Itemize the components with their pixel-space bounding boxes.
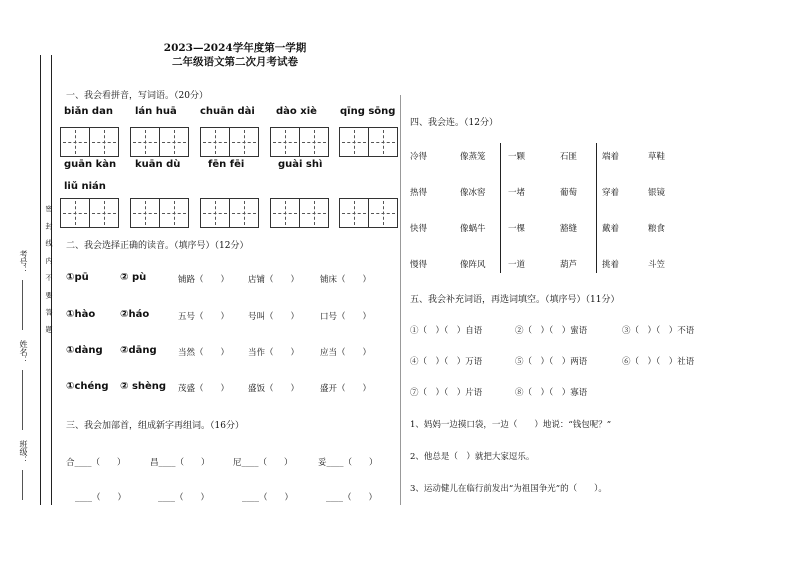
q4-c4-4[interactable]: 葫芦 (560, 260, 578, 270)
q4-c3-2[interactable]: 一堵 (508, 188, 526, 198)
q1-pinyin-1: biǎn dan (64, 106, 113, 117)
q4-c1-2[interactable]: 热得 (410, 188, 428, 198)
q3-r1-item-3[interactable]: 尼____（ ） (233, 458, 293, 468)
q3-r2-item-4[interactable]: ____（ ） (326, 493, 378, 503)
q4-c2-1[interactable]: 像蒸笼 (460, 152, 486, 162)
q5-idiom-3[interactable]: ③（ ）（ ）不语 (622, 326, 695, 336)
q1-pinyin-7: kuān dù (135, 159, 181, 170)
q2-r1-opt-a: ①pū (66, 272, 89, 283)
q5-idiom-5[interactable]: ⑤（ ）（ ）两语 (515, 357, 588, 367)
q3-r2-item-1[interactable]: ____（ ） (75, 493, 127, 503)
q5-sentence-3[interactable]: 3、运动健儿在临行前发出“为祖国争光”的（ ）。 (410, 484, 607, 494)
q4-c1-1[interactable]: 冷得 (410, 152, 428, 162)
q4-c6-1[interactable]: 草鞋 (648, 152, 666, 162)
q2-heading: 二、我会选择正确的读音。（填序号）（12分） (66, 241, 249, 251)
q5-sentence-2[interactable]: 2、他总是（ ）就把大家逗乐。 (410, 452, 535, 462)
banji-label: 班级： (19, 440, 28, 464)
q4-c2-2[interactable]: 像冰窖 (460, 188, 486, 198)
q1-grid-3[interactable] (200, 127, 259, 157)
q4-c4-2[interactable]: 葡萄 (560, 188, 578, 198)
kaohao-label: 考号： (19, 250, 28, 274)
q2-r4-word-3[interactable]: 盛开（ ） (320, 384, 372, 394)
exam-title-line2: 二年级语文第二次月考试卷 (172, 56, 298, 68)
kaohao-blank[interactable] (22, 280, 23, 330)
q3-r2-item-2[interactable]: ____（ ） (158, 493, 210, 503)
q3-r1-item-2[interactable]: 昌____（ ） (150, 458, 210, 468)
q3-heading: 三、我会加部首，组成新字再组词。（16分） (66, 421, 244, 431)
column-divider (400, 95, 401, 505)
q5-idiom-2[interactable]: ②（ ）（ ）蜜语 (515, 326, 588, 336)
q2-r2-word-2[interactable]: 号叫（ ） (248, 312, 300, 322)
q4-c3-4[interactable]: 一道 (508, 260, 526, 270)
q4-c6-4[interactable]: 斗笠 (648, 260, 666, 270)
q2-r4-opt-a: ①chéng (66, 381, 109, 392)
q5-idiom-4[interactable]: ④（ ）（ ）万语 (410, 357, 483, 367)
q5-heading: 五、我会补充词语，再选词填空。（填序号）（11分） (410, 295, 620, 305)
xingming-label: 姓名： (19, 340, 28, 364)
q4-c2-3[interactable]: 像蜗牛 (460, 224, 486, 234)
q2-r3-opt-b: ②dāng (120, 345, 157, 356)
banji-blank[interactable] (22, 470, 23, 500)
q1-grid-1[interactable] (60, 127, 119, 157)
q3-r1-item-1[interactable]: 合____（ ） (66, 458, 126, 468)
q1-pinyin-8: fēn fēi (208, 159, 245, 170)
q3-r1-item-4[interactable]: 妥____（ ） (318, 458, 378, 468)
q2-r1-word-3[interactable]: 铺床（ ） (320, 275, 372, 285)
q2-r2-word-1[interactable]: 五号（ ） (178, 312, 230, 322)
q5-sentence-1[interactable]: 1、妈妈一边摸口袋，一边（ ）地说：“钱包呢？” (410, 420, 612, 430)
q1-pinyin-2: lán huā (135, 106, 177, 117)
q1-pinyin-10: liǔ nián (64, 181, 106, 192)
xingming-blank[interactable] (22, 370, 23, 430)
q5-idiom-1[interactable]: ①（ ）（ ）自语 (410, 326, 483, 336)
binding-line-outer (40, 55, 41, 505)
q1-grid-4[interactable] (270, 127, 329, 157)
q4-c6-3[interactable]: 粮食 (648, 224, 666, 234)
q4-c5-1[interactable]: 端着 (602, 152, 620, 162)
q1-pinyin-3: chuān dài (200, 106, 255, 117)
exam-title-line1: 2023—2024学年度第一学期 (163, 42, 307, 54)
q4-divider-1 (500, 143, 501, 273)
q2-r1-word-2[interactable]: 店铺（ ） (248, 275, 300, 285)
q4-heading: 四、我会连。（12分） (410, 118, 498, 128)
q1-grid-8[interactable] (200, 198, 259, 228)
q1-grid-10[interactable] (339, 198, 398, 228)
q1-grid-7[interactable] (130, 198, 189, 228)
q1-grid-6[interactable] (60, 198, 119, 228)
q5-idiom-8[interactable]: ⑧（ ）（ ）寡语 (515, 388, 588, 398)
q2-r2-opt-a: ①hào (66, 309, 96, 320)
q2-r4-opt-b: ② shèng (120, 381, 167, 392)
q1-pinyin-6: guān kàn (64, 159, 117, 170)
q4-c1-3[interactable]: 快得 (410, 224, 428, 234)
q2-r3-word-3[interactable]: 应当（ ） (320, 348, 372, 358)
q4-c5-2[interactable]: 穿着 (602, 188, 620, 198)
q5-idiom-6[interactable]: ⑥（ ）（ ）社语 (622, 357, 695, 367)
q1-grid-2[interactable] (130, 127, 189, 157)
q4-c3-1[interactable]: 一颗 (508, 152, 526, 162)
q4-c3-3[interactable]: 一棵 (508, 224, 526, 234)
q2-r4-word-2[interactable]: 盛饭（ ） (248, 384, 300, 394)
q1-heading: 一、我会看拼音，写词语。（20分） (66, 91, 208, 101)
q1-pinyin-9: guài shì (278, 159, 323, 170)
q4-c5-3[interactable]: 戴着 (602, 224, 620, 234)
q4-divider-2 (596, 143, 597, 273)
q2-r2-word-3[interactable]: 口号（ ） (320, 312, 372, 322)
q2-r3-word-1[interactable]: 当然（ ） (178, 348, 230, 358)
q5-idiom-7[interactable]: ⑦（ ）（ ）片语 (410, 388, 483, 398)
q1-pinyin-5: qīng sōng (340, 106, 396, 117)
q4-c4-1[interactable]: 石匪 (560, 152, 578, 162)
q2-r3-opt-a: ①dàng (66, 345, 103, 356)
seal-text: 密 封 线 内 不 要 答 题 (45, 205, 53, 337)
q4-c1-4[interactable]: 慢得 (410, 260, 428, 270)
q2-r1-opt-b: ② pù (120, 272, 147, 283)
q3-r2-item-3[interactable]: ____（ ） (242, 493, 294, 503)
q2-r4-word-1[interactable]: 茂盛（ ） (178, 384, 230, 394)
q4-c6-2[interactable]: 银镜 (648, 188, 666, 198)
q2-r2-opt-b: ②háo (120, 309, 150, 320)
q1-pinyin-4: dào xiè (276, 106, 317, 117)
q2-r1-word-1[interactable]: 铺路（ ） (178, 275, 230, 285)
q2-r3-word-2[interactable]: 当作（ ） (248, 348, 300, 358)
q4-c5-4[interactable]: 挑着 (602, 260, 620, 270)
q1-grid-9[interactable] (270, 198, 329, 228)
q4-c2-4[interactable]: 像阵风 (460, 260, 486, 270)
q4-c4-3[interactable]: 豁缝 (560, 224, 578, 234)
q1-grid-5[interactable] (339, 127, 398, 157)
